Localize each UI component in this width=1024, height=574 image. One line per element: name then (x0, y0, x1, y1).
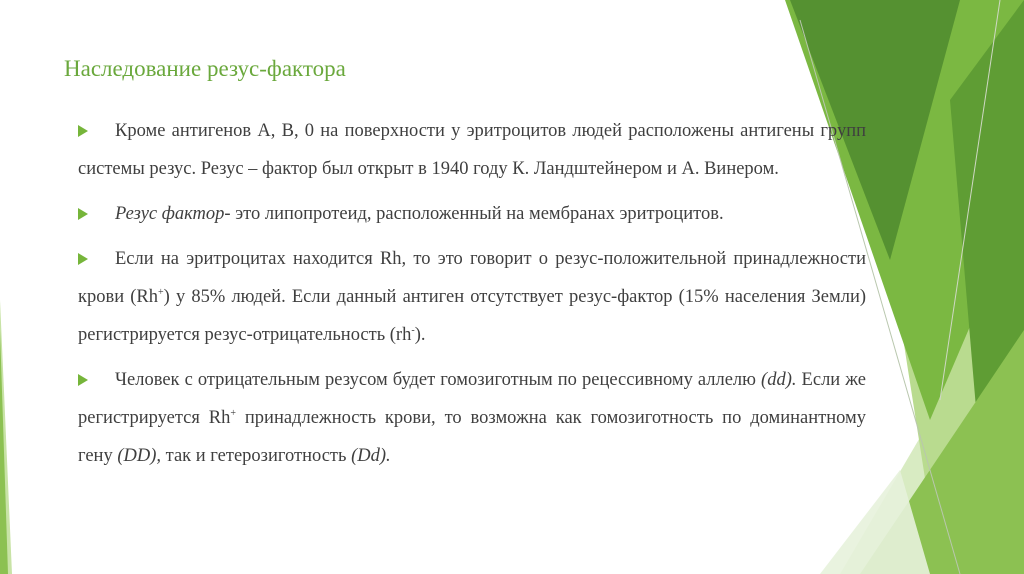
bullet-4-part-1: Человек с отрицательным резусом будет гомозиготным по рецессивному аллелю (115, 370, 762, 390)
bullet-item-3 (78, 240, 866, 354)
bullet-item-2 (78, 195, 866, 233)
bullet-3-part-3: ). (414, 325, 426, 345)
bullet-3-part-2: ) у 85% людей. Если данный антиген отсутствует резус-фактор (15% населения Земли) регистрируется резус-отрицательность (rh (78, 287, 867, 345)
bullet-item-4 (78, 361, 866, 475)
triangle-bullet-icon (78, 208, 88, 220)
bullet-3-sup-2: - (411, 324, 415, 336)
bullet-text-2: это липопротеид, расположенный на мембранах эритроцитов. (230, 204, 724, 224)
bullet-4-italic-3: (Dd). (351, 446, 391, 466)
bullet-list (78, 112, 866, 482)
bullet-4-italic-1: (dd). (761, 370, 797, 390)
triangle-bullet-icon (78, 125, 88, 137)
bullet-2-term: Резус фактор- (115, 204, 231, 224)
bullet-4-italic-2: (DD), (117, 446, 162, 466)
slide-title: Наследование резус-фактора (64, 56, 346, 81)
triangle-bullet-icon (78, 253, 88, 265)
triangle-bullet-icon (78, 374, 88, 386)
bullet-text-1: Кроме антигенов А, В, 0 на поверхности у эритроцитов людей расположены антигены групп системы резус. Резус – фактор был открыт в 1940 году К. Ландштейнером и А. Винером. (78, 121, 866, 179)
deco-shape-left-strip (0, 330, 8, 574)
bullet-3-sup-1: + (158, 286, 164, 298)
bullet-4-part-3: принадлежность крови, то возможна как гомозиготность по доминантному гену (78, 408, 866, 466)
bullet-item-1 (78, 112, 866, 188)
bullet-4-part-4: так и гетерозиготность (161, 446, 352, 466)
bullet-4-sup-1: + (230, 407, 236, 419)
bullet-4-part-2: Если же регистрируется Rh (78, 370, 866, 428)
bullet-3-part-1: Если на эритроцитах находится Rh, то это говорит о резус-положительной принадлежности крови (Rh (78, 249, 866, 307)
